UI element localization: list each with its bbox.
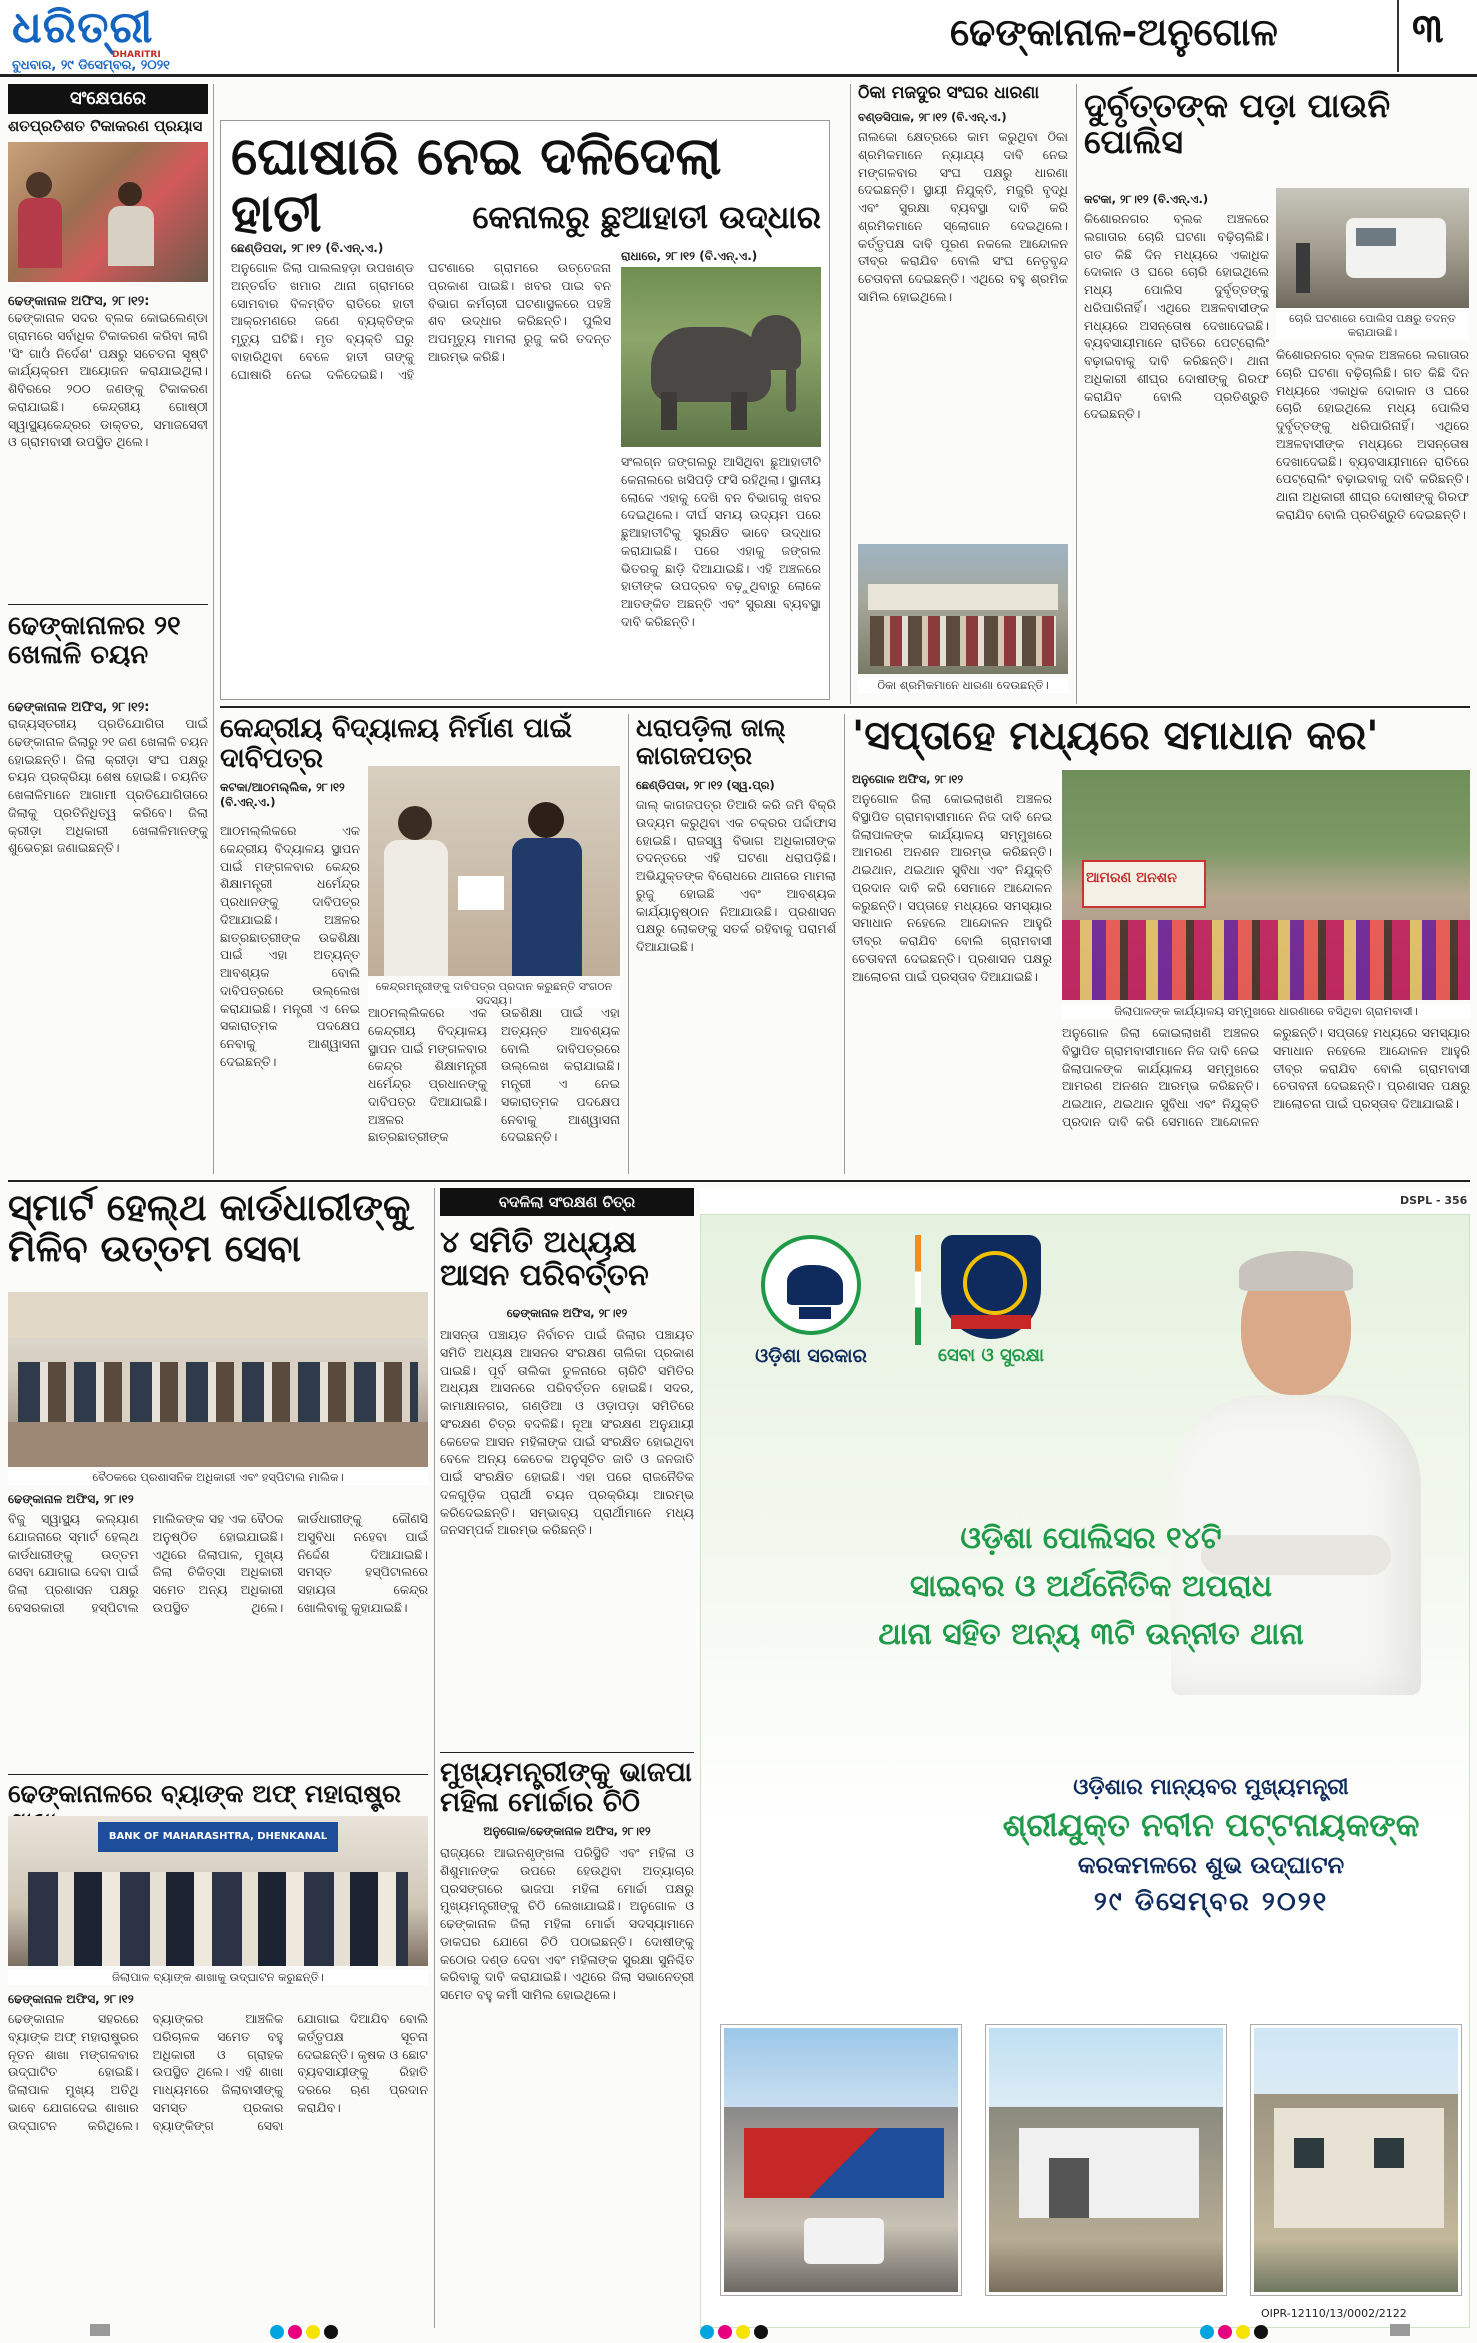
row-rule xyxy=(8,1774,428,1775)
cyan-mark-icon xyxy=(700,2325,714,2339)
elephant-story xyxy=(220,120,830,700)
masthead xyxy=(0,0,1477,78)
police-caption: ଚୋରି ଘଟଣାରେ ପୋଲିସ ପକ୍ଷରୁ ତଦନ୍ତ କରାଯାଉଛି। xyxy=(1276,312,1469,340)
majdur-dateline: ବଣ୍ଡସିପାଳ, ୨୮।୧୨ (ବି.ଏନ୍.ଏ.) xyxy=(858,110,1007,124)
brief1-dateline: ଢେଙ୍କାନାଳ ଅଫିସ, ୨୮।୧୨: xyxy=(8,294,150,309)
brief2-dateline: ଢେଙ୍କାନାଳ ଅଫିସ, ୨୮।୧୨: xyxy=(8,700,150,715)
police-photo xyxy=(1276,188,1469,308)
footer xyxy=(0,2328,1477,2339)
ad-panel xyxy=(700,1214,1470,2328)
brief-column xyxy=(8,84,208,1174)
bank-dateline: ଢେଙ୍କାନାଳ ଅଫିସ, ୨୮।୧୨ xyxy=(8,1992,134,2006)
elephant-photo xyxy=(621,267,821,447)
bjp-dateline: ଅନୁଗୋଳ/ଢେଙ୍କାନାଳ ଅଫିସ, ୨୮।୧୨ xyxy=(483,1824,651,1838)
ad-headline-line2: ସାଇବର ଓ ଅର୍ଥନୈତିକ ଅପରାଧ xyxy=(909,1569,1273,1604)
magenta-mark-icon xyxy=(288,2325,302,2339)
bjp-story xyxy=(440,1758,694,2328)
brief-divider xyxy=(8,604,208,605)
ad-code: DSPL - 356 xyxy=(1400,1194,1468,1207)
black-mark-icon xyxy=(1254,2325,1268,2339)
jal-dateline: ଛେଣ୍ଡିପଦା, ୨୮।୧୨ (ସ୍ୱ.ପ୍ର) xyxy=(636,778,775,792)
kv-dateline: କଟକା/ଆଠମଲ୍ଲିକ, ୨୮।୧୨ (ବି.ଏନ୍.ଏ.) xyxy=(220,780,345,809)
color-registration-marks xyxy=(1200,2324,1272,2343)
brief2-article xyxy=(8,696,208,1175)
black-mark-icon xyxy=(754,2325,768,2339)
police-headline: ଦୁର୍ବୃତ୍ତଙ୍କ ପଡ଼ା ପାଉନି ପୋଲିସ xyxy=(1084,86,1391,162)
police-station-photo-1 xyxy=(721,2025,961,2295)
section-divider xyxy=(1397,0,1399,72)
saptah-dateline: ଅନୁଗୋଳ ଅଫିସ, ୨୮।୧୨ xyxy=(852,772,964,786)
bank-headline: ଢେଙ୍କାନାଳରେ ବ୍ୟାଙ୍କ ଅଫ୍ ମହାରାଷ୍ଟ୍ର xyxy=(8,1779,401,1808)
smart-body: ବିଜୁ ସ୍ୱାସ୍ଥ୍ୟ କଲ୍ୟାଣ ଯୋଜନାରେ ସ୍ମାର୍ଟ ହେଲ୍ଥ କାର୍ଡଧାରୀଙ୍କୁ ଉତ୍ତମ ସେବା ଯୋଗାଇ ଦେବା ପାଇଁ ଜିଲା ପ୍ରଶାସନ ପକ୍ଷରୁ ବେସରକାରୀ ହସ୍ପିଟାଲ ମାଲିକଙ୍କ ସହ ଏକ ବୈଠକ ଅନୁଷ୍ଠିତ ହୋଇଯାଇଛି। ଏଥିରେ ଜିଲାପାଳ, ମୁଖ୍ୟ ଜିଲା ଚିକିତ୍ସା ଅଧିକାରୀ ସମେତ ଅନ୍ୟ ଅଧିକାରୀ ଉପସ୍ଥିତ ଥିଲେ। କାର୍ଡଧାରୀଙ୍କୁ କୌଣସି ଅସୁବିଧା ନହେବା ପାଇଁ ନିର୍ଦ୍ଦେଶ ଦିଆଯାଇଛି। ସମସ୍ତ ହସ୍ପିଟାଲରେ ସହାୟତା କେନ୍ଦ୍ର ଖୋଲିବାକୁ କୁହାଯାଇଛି। xyxy=(8,1511,428,1615)
elephant-body2: ସଂଲଗ୍ନ ଜଙ୍ଗଲରୁ ଆସିଥିବା ଛୁଆହାତୀଟି କେନାଲରେ ଖସିପଡ଼ି ଫସି ରହିଥିଲା। ସ୍ଥାନୀୟ ଲୋକେ ଏହାକୁ ଦେଖି ବନ ବିଭାଗକୁ ଖବର ଦେଇଥିଲେ। ଦୀର୍ଘ ସମୟ ଉଦ୍ୟମ ପରେ ଛୁଆହାତୀଟିକୁ ସୁରକ୍ଷିତ ଭାବେ ଉଦ୍ଧାର କରାଯାଇଛି। ପରେ ଏହାକୁ ଜଙ୍ଗଲ ଭିତରକୁ ଛାଡ଼ି ଦିଆଯାଇଛି। ଏହି ଅଞ୍ଚଳରେ ହାତୀଙ୍କ ଉପଦ୍ରବ ବଢ଼ୁଥିବାରୁ ଲୋକେ ଆତଙ୍କିତ ଅଛନ୍ତି ଏବଂ ସୁରକ୍ଷା ବ୍ୟବସ୍ଥା ଦାବି କରିଛନ୍ତି। xyxy=(621,454,821,629)
brief2-headline: ଢେଙ୍କାନାଳର ୨୧ ଖେଳାଳି ଚୟନ xyxy=(8,611,181,670)
brief1-body: ଢେଙ୍କାନାଳ ସଦର ବ୍ଲକ କୋଇଲେଣ୍ଡା ଗ୍ରାମରେ ସର୍ବାଧିକ ଟିକାକରଣ କରିବା ଲାଗି 'ସିଂ ଗାଓଁ ନିର୍ଦେଶ' ପକ୍ଷରୁ ସଚେତନା ସୃଷ୍ଟି କାର୍ଯ୍ୟକ୍ରମ ଆୟୋଜନ କରାଯାଇଥିଲା। ଶିବିରରେ ୨୦୦ ଜଣଙ୍କୁ ଟିକାକରଣ କରାଯାଇଛି। କେନ୍ଦ୍ରୀୟ ଗୋଷ୍ଠୀ ସ୍ୱାସ୍ଥ୍ୟକେନ୍ଦ୍ରର ଡାକ୍ତର, ସମାଜସେବୀ ଓ ଗ୍ରାମବାସୀ ଉପସ୍ଥିତ ଥିଲେ। xyxy=(8,310,208,450)
brief1-headline: ଶତପ୍ରତିଶତ ଟିକାକରଣ ପ୍ରୟାସ xyxy=(8,117,203,135)
police-dateline: କଟକା, ୨୮।୧୨ (ବି.ଏନ୍.ଏ.) xyxy=(1084,192,1209,206)
color-registration-marks xyxy=(270,2324,342,2343)
ad-inauguration-block xyxy=(961,1775,1461,1918)
ad-headline xyxy=(721,1515,1461,1659)
registration-block xyxy=(1390,2324,1410,2336)
cyan-mark-icon xyxy=(1200,2325,1214,2339)
ad-headline-line1: ଓଡ଼ିଶା ପୋଲିସର ୧୪ଟି xyxy=(960,1521,1222,1556)
elephant-dateline1: ଛେଣ୍ଡିପଦା, ୨୮।୧୨ (ବି.ଏନ୍.ଏ.) xyxy=(231,241,384,255)
section-title: ଢେଙ୍କାନାଳ-ଅନୁଗୋଳ xyxy=(950,10,1278,54)
ad-headline-line3: ଥାନା ସହିତ ଅନ୍ୟ ୩ଟି ଉନ୍ନୀତ ଥାନା xyxy=(878,1617,1304,1652)
ad-gov-label: ଓଡ଼ିଶା ସରକାର xyxy=(755,1345,867,1367)
column-rule xyxy=(213,84,214,1174)
smart-health-story xyxy=(8,1188,428,1768)
samiti-headline: ୪ ସମିତି ଅଧ୍ୟକ୍ଷ ଆସନ ପରିବର୍ତ୍ତନ xyxy=(440,1225,649,1293)
yellow-mark-icon xyxy=(1236,2325,1250,2339)
police-station-photo-2 xyxy=(986,2025,1226,2295)
magenta-mark-icon xyxy=(1218,2325,1232,2339)
jal-story xyxy=(636,714,836,1174)
saptah-banner: ଆମରଣ ଅନଶନ xyxy=(1086,870,1177,886)
kv-body: ଆଠମଲ୍ଲିକରେ ଏକ କେନ୍ଦ୍ରୀୟ ବିଦ୍ୟାଳୟ ସ୍ଥାପନ ପାଇଁ ମଙ୍ଗଳବାର କେନ୍ଦ୍ର ଶିକ୍ଷାମନ୍ତ୍ରୀ ଧର୍ମେନ୍ଦ୍ର ପ୍ରଧାନଙ୍କୁ ଦାବିପତ୍ର ଦିଆଯାଇଛି। ଅଞ୍ଚଳର ଛାତ୍ରଛାତ୍ରୀଙ୍କ ଉଚ୍ଚଶିକ୍ଷା ପାଇଁ ଏହା ଅତ୍ୟନ୍ତ ଆବଶ୍ୟକ ବୋଲି ଦାବିପତ୍ରରେ ଉଲ୍ଲେଖ କରାଯାଇଛି। ମନ୍ତ୍ରୀ ଏ ନେଇ ସକାରାତ୍ମକ ପଦକ୍ଷେପ ନେବାକୁ ଆଶ୍ୱାସନା ଦେଇଛନ୍ତି। xyxy=(220,823,360,1069)
saptah-photo xyxy=(1062,770,1470,1000)
yellow-mark-icon xyxy=(736,2325,750,2339)
bjp-headline: ମୁଖ୍ୟମନ୍ତ୍ରୀଙ୍କୁ ଭାଜପା ମହିଳା ମୋର୍ଚ୍ଚାର ଚିଠି xyxy=(440,1757,692,1818)
yellow-mark-icon xyxy=(306,2325,320,2339)
smart-photo xyxy=(8,1292,428,1467)
ad-oipr-code: OIPR-12110/13/0002/2122 xyxy=(1261,2307,1407,2320)
registration-block xyxy=(90,2324,110,2336)
row-rule xyxy=(220,706,1470,708)
smart-headline: ସ୍ମାର୍ଟ ହେଲ୍ଥ କାର୍ଡଧାରୀଙ୍କୁ ମିଳିବ ଉତ୍ତମ ସେବା xyxy=(8,1186,411,1270)
black-mark-icon xyxy=(324,2325,338,2339)
ad-date: ୨୯ ଡିସେମ୍ବର ୨୦୨୧ xyxy=(1093,1887,1329,1917)
saptah-body-cont: ଅନୁଗୋଳ ଜିଲା କୋଇଲାଖଣି ଅଞ୍ଚଳର ବିସ୍ଥାପିତ ଗ୍ରାମବାସୀମାନେ ନିଜ ଦାବି ନେଇ ଜିଲାପାଳଙ୍କ କାର୍ଯ୍ୟାଳୟ ସମ୍ମୁଖରେ ଆମରଣ ଅନଶନ ଆରମ୍ଭ କରିଛନ୍ତି। ଥଇଥାନ, ଥଇଥାନ ସୁବିଧା ଏବଂ ନିଯୁକ୍ତି ପ୍ରଦାନ ଦାବି କରି ସେମାନେ ଆନ୍ଦୋଳନ କରୁଛନ୍ତି। ସପ୍ତାହେ ମଧ୍ୟରେ ସମସ୍ୟାର ସମାଧାନ ନହେଲେ ଆନ୍ଦୋଳନ ଆହୁରି ତୀବ୍ର କରାଯିବ ବୋଲି ଗ୍ରାମବାସୀ ଚେତାବନୀ ଦେଇଛନ୍ତି। ପ୍ରଶାସନ ପକ୍ଷରୁ ଆଲୋଚନା ପାଇଁ ପ୍ରସ୍ତାବ ଦିଆଯାଇଛି। xyxy=(1062,1025,1470,1129)
jal-body: ଜାଲ୍ କାଗଜପତ୍ର ତିଆରି କରି ଜମି ବିକ୍ରି ଉଦ୍ୟମ କରୁଥିବା ଏକ ଚକ୍ରର ପର୍ଦ୍ଦାଫାସ ହୋଇଛି। ରାଜସ୍ୱ ବିଭାଗ ଅଧିକାରୀଙ୍କ ତଦନ୍ତରେ ଏହି ଘଟଣା ଧରାପଡ଼ିଛି। ଅଭିଯୁକ୍ତଙ୍କ ବିରୋଧରେ ଥାନାରେ ମାମଲା ରୁଜୁ ହୋଇଛି ଏବଂ ଆବଶ୍ୟକ କାର୍ଯ୍ୟାନୁଷ୍ଠାନ ନିଆଯାଉଛି। ପ୍ରଶାସନ ପକ୍ଷରୁ ଲୋକଙ୍କୁ ସତର୍କ ରହିବାକୁ ପରାମର୍ଶ ଦିଆଯାଇଛି। xyxy=(636,797,836,954)
majdur-caption: ଠିକା ଶ୍ରମିକମାନେ ଧାରଣା ଦେଉଛନ୍ତି। xyxy=(858,678,1068,693)
brief-label: ସଂକ୍ଷେପରେ xyxy=(8,84,208,114)
samiti-dateline: ଢେଙ୍କାନାଳ ଅଫିସ, ୨୮।୧୨ xyxy=(506,1306,628,1320)
bank-story xyxy=(8,1780,428,2325)
column-rule xyxy=(628,714,629,1174)
row-rule xyxy=(440,1752,694,1753)
cyan-mark-icon xyxy=(270,2325,284,2339)
majdur-photo xyxy=(858,544,1068,674)
elephant-dateline2: ରାଧାରେ, ୨୮।୧୨ (ବି.ଏନ୍.ଏ.) xyxy=(621,249,758,263)
saptah-body: ଅନୁଗୋଳ ଜିଲା କୋଇଲାଖଣି ଅଞ୍ଚଳର ବିସ୍ଥାପିତ ଗ୍ରାମବାସୀମାନେ ନିଜ ଦାବି ନେଇ ଜିଲାପାଳଙ୍କ କାର୍ଯ୍ୟାଳୟ ସମ୍ମୁଖରେ ଆମରଣ ଅନଶନ ଆରମ୍ଭ କରିଛନ୍ତି। ଥଇଥାନ, ଥଇଥାନ ସୁବିଧା ଏବଂ ନିଯୁକ୍ତି ପ୍ରଦାନ ଦାବି କରି ସେମାନେ ଆନ୍ଦୋଳନ କରୁଛନ୍ତି। ସପ୍ତାହେ ମଧ୍ୟରେ ସମସ୍ୟାର ସମାଧାନ ନହେଲେ ଆନ୍ଦୋଳନ ଆହୁରି ତୀବ୍ର କରାଯିବ ବୋଲି ଗ୍ରାମବାସୀ ଚେତାବନୀ ଦେଇଛନ୍ତି। ପ୍ରଶାସନ ପକ୍ଷରୁ ଆଲୋଚନା ପାଇଁ ପ୍ରସ୍ତାବ ଦିଆଯାଇଛି। xyxy=(852,791,1052,984)
brief1-article xyxy=(8,290,208,609)
samiti-body: ଆସନ୍ତା ପଞ୍ଚାୟତ ନିର୍ବାଚନ ପାଇଁ ଜିଲାର ପଞ୍ଚାୟତ ସମିତି ଅଧ୍ୟକ୍ଷ ଆସନର ସଂରକ୍ଷଣ ତାଲିକା ପ୍ରକାଶ ପାଇଛି। ପୂର୍ବ ତାଲିକା ତୁଳନାରେ ଚାରିଟି ସମିତିର ଅଧ୍ୟକ୍ଷ ଆସନରେ ପରିବର୍ତ୍ତନ ହୋଇଛି। ସଦର, କାମାକ୍ଷାନଗର, ଗଣ୍ଡିଆ ଓ ଓଡ଼ାପଡ଼ା ସମିତିରେ ସଂରକ୍ଷଣ ଚିତ୍ର ବଦଳିଛି। ନୂଆ ସଂରକ୍ଷଣ ଅନୁଯାୟୀ କେତେକ ଆସନ ମହିଳାଙ୍କ ପାଇଁ ସଂରକ୍ଷିତ ହୋଇଥିବା ବେଳେ ଅନ୍ୟ କେତେକ ଅନୁସୂଚିତ ଜାତି ଓ ଜନଜାତି ପାଇଁ ସଂରକ୍ଷିତ ହୋଇଛି। ଏହା ପରେ ରାଜନୈତିକ ଦଳଗୁଡ଼ିକ ପ୍ରାର୍ଥୀ ଚୟନ ପ୍ରକ୍ରିୟା ଆରମ୍ଭ କରିଦେଇଛନ୍ତି। ସମ୍ଭାବ୍ୟ ପ୍ରାର୍ଥୀମାନେ ମଧ୍ୟ ଜନସମ୍ପର୍କ ଆରମ୍ଭ କରିଛନ୍ତି। xyxy=(440,1327,694,1538)
police-station-photo-3 xyxy=(1251,2025,1461,2295)
jal-headline: ଧରାପଡ଼ିଲା ଜାଲ୍ କାଗଜପତ୍ର xyxy=(636,713,786,770)
majdur-headline: ଠିକା ମଜଦୁର ସଂଘର ଧାରଣା xyxy=(858,83,1040,103)
elephant-subhead: କେନାଲରୁ ଛୁଆହାତୀ ଉଦ୍ଧାର xyxy=(472,198,821,236)
kv-caption: କେନ୍ଦ୍ରମନ୍ତ୍ରୀଙ୍କୁ ଦାବିପତ୍ର ପ୍ରଦାନ କରୁଛନ୍ତି ସଂଗଠନ ସଦସ୍ୟ। xyxy=(368,980,620,1008)
kv-photo xyxy=(368,766,620,976)
column-rule xyxy=(844,714,845,1174)
magenta-mark-icon xyxy=(718,2325,732,2339)
ad-police-motto: ସେବା ଓ ସୁରକ୍ଷା xyxy=(937,1345,1045,1366)
police-badge-icon xyxy=(941,1235,1041,1339)
ad-by-line3: କରକମଳରେ ଶୁଭ ଉଦ୍‌ଘାଟନ xyxy=(1077,1851,1345,1879)
saptah-story xyxy=(852,714,1470,1174)
newspaper-logo-latin: DHARITRI xyxy=(112,50,161,60)
majdur-story xyxy=(858,84,1068,704)
police-body-cont: କିଶୋରନଗର ବ୍ଲକ ଅଞ୍ଚଳରେ ଲଗାତାର ଚୋରି ଘଟଣା ବଢ଼ିଚାଲିଛି। ଗତ କିଛି ଦିନ ମଧ୍ୟରେ ଏକାଧିକ ଦୋକାନ ଓ ଘରେ ଚୋରି ହୋଇଥିଲେ ମଧ୍ୟ ପୋଲିସ ଦୁର୍ବୃତ୍ତଙ୍କୁ ଧରିପାରିନାହିଁ। ଏଥିରେ ଅଞ୍ଚଳବାସୀଙ୍କ ମଧ୍ୟରେ ଅସନ୍ତୋଷ ଦେଖାଦେଇଛି। ବ୍ୟବସାୟୀମାନେ ରାତିରେ ପେଟ୍ରୋଲିଂ ବଢ଼ାଇବାକୁ ଦାବି କରିଛନ୍ତି। ଥାନା ଅଧିକାରୀ ଶୀଘ୍ର ଦୋଷୀଙ୍କୁ ଗିରଫ କରାଯିବ ବୋଲି ପ୍ରତିଶ୍ରୁତି ଦେଇଛନ୍ତି। xyxy=(1276,347,1469,522)
smart-dateline: ଢେଙ୍କାନାଳ ଅଫିସ, ୨୮।୧୨ xyxy=(8,1492,134,1506)
brief1-photo xyxy=(8,142,208,282)
column-rule xyxy=(1076,84,1077,704)
column-rule xyxy=(850,84,851,704)
ad-by-line2: ଶ୍ରୀଯୁକ୍ତ ନବୀନ ପଟ୍ଟନାୟକଙ୍କ xyxy=(1002,1806,1420,1844)
odisha-emblem-icon xyxy=(761,1235,861,1335)
masthead-rule xyxy=(0,74,1477,77)
bank-photo-board: BANK OF MAHARASHTRA, DHENKANAL xyxy=(98,1822,338,1852)
newspaper-logo: ଧରିତ୍ରୀ xyxy=(12,2,154,53)
samiti-story xyxy=(440,1188,694,1748)
bank-photo xyxy=(8,1816,428,1966)
govt-advertisement xyxy=(700,1188,1470,2328)
saptah-caption: ଜିଲାପାଳଙ୍କ କାର୍ଯ୍ୟାଳୟ ସମ୍ମୁଖରେ ଧାରଣାରେ ବସିଥିବା ଗ୍ରାମବାସୀ। xyxy=(1062,1004,1470,1019)
elephant-headline: ଘୋଷାରି ନେଇ ଦଳିଦେଲା ହାତୀ xyxy=(231,127,722,245)
police-story xyxy=(1084,84,1469,704)
kv-story xyxy=(220,714,620,1174)
elephant-body1: ଅନୁଗୋଳ ଜିଲା ପାଲଲହଡ଼ା ଉପଖଣ୍ଡ ଅନ୍ତର୍ଗତ ଖମାର ଥାନା ଗ୍ରାମରେ ସୋମବାର ବିଳମ୍ବିତ ରାତିରେ ହାତୀ ଆକ୍ରମଣରେ ଜଣେ ବ୍ୟକ୍ତିଙ୍କ ମୃତ୍ୟୁ ଘଟିଛି। ମୃତ ବ୍ୟକ୍ତି ଘରୁ ବାହାରିଥିବା ବେଳେ ହାତୀ ତାଙ୍କୁ ଘୋଷାରି ନେଇ ଦଳିଦେଇଛି। ଏହି ଘଟଣାରେ ଗ୍ରାମରେ ଉତ୍ତେଜନା ପ୍ରକାଶ ପାଇଛି। ଖବର ପାଇ ବନ ବିଭାଗ କର୍ମଚାରୀ ଘଟଣାସ୍ଥଳରେ ପହଞ୍ଚି ଶବ ଉଦ୍ଧାର କରିଛନ୍ତି। ପୁଲିସ ଅପମୃତ୍ୟୁ ମାମଲା ରୁଜୁ କରି ତଦନ୍ତ ଆରମ୍ଭ କରିଛି। xyxy=(231,260,611,382)
police-body: କିଶୋରନଗର ବ୍ଲକ ଅଞ୍ଚଳରେ ଲଗାତାର ଚୋରି ଘଟଣା ବଢ଼ିଚାଲିଛି। ଗତ କିଛି ଦିନ ମଧ୍ୟରେ ଏକାଧିକ ଦୋକାନ ଓ ଘରେ ଚୋରି ହୋଇଥିଲେ ମଧ୍ୟ ପୋଲିସ ଦୁର୍ବୃତ୍ତଙ୍କୁ ଧରିପାରିନାହିଁ। ଏଥିରେ ଅଞ୍ଚଳବାସୀଙ୍କ ମଧ୍ୟରେ ଅସନ୍ତୋଷ ଦେଖାଦେଇଛି। ବ୍ୟବସାୟୀମାନେ ରାତିରେ ପେଟ୍ରୋଲିଂ ବଢ଼ାଇବାକୁ ଦାବି କରିଛନ୍ତି। ଥାନା ଅଧିକାରୀ ଶୀଘ୍ର ଦୋଷୀଙ୍କୁ ଗିରଫ କରାଯିବ ବୋଲି ପ୍ରତିଶ୍ରୁତି ଦେଇଛନ୍ତି। xyxy=(1084,211,1269,422)
ad-by-line1: ଓଡ଼ିଶାର ମାନ୍ୟବର ମୁଖ୍ୟମନ୍ତ୍ରୀ xyxy=(1073,1775,1349,1800)
color-registration-marks xyxy=(700,2324,772,2343)
bank-caption: ଜିଲାପାଳ ବ୍ୟାଙ୍କ ଶାଖାକୁ ଉଦ୍‌ଘାଟନ କରୁଛନ୍ତି। xyxy=(8,1970,428,1985)
bank-body: ଢେଙ୍କାନାଳ ସହରରେ ବ୍ୟାଙ୍କ ଅଫ୍ ମହାରାଷ୍ଟ୍ରର ନୂତନ ଶାଖା ମଙ୍ଗଳବାର ଉଦ୍‌ଘାଟିତ ହୋଇଛି। ଜିଲାପାଳ ମୁଖ୍ୟ ଅତିଥି ଭାବେ ଯୋଗଦେଇ ଶାଖାର ଉଦ୍‌ଘାଟନ କରିଥିଲେ। ବ୍ୟାଙ୍କର ଆଞ୍ଚଳିକ ପରିଚାଳକ ସମେତ ବହୁ ଅଧିକାରୀ ଓ ଗ୍ରାହକ ଉପସ୍ଥିତ ଥିଲେ। ଏହି ଶାଖା ମାଧ୍ୟମରେ ଜିଲାବାସୀଙ୍କୁ ସମସ୍ତ ପ୍ରକାର ବ୍ୟାଙ୍କିଙ୍ଗ ସେବା ଯୋଗାଇ ଦିଆଯିବ ବୋଲି କର୍ତ୍ତୃପକ୍ଷ ସୂଚନା ଦେଇଛନ୍ତି। କୃଷକ ଓ ଛୋଟ ବ୍ୟବସାୟୀଙ୍କୁ ରିହାତି ଦରରେ ଋଣ ପ୍ରଦାନ କରାଯିବ। xyxy=(8,2011,428,2133)
ad-tricolor-bar xyxy=(915,1235,921,1345)
smart-caption: ବୈଠକରେ ପ୍ରଶାସନିକ ଅଧିକାରୀ ଏବଂ ହସ୍ପିଟାଲ ମାଲିକ। xyxy=(8,1470,428,1485)
kv-body-cont: ଆଠମଲ୍ଲିକରେ ଏକ କେନ୍ଦ୍ରୀୟ ବିଦ୍ୟାଳୟ ସ୍ଥାପନ ପାଇଁ ମଙ୍ଗଳବାର କେନ୍ଦ୍ର ଶିକ୍ଷାମନ୍ତ୍ରୀ ଧର୍ମେନ୍ଦ୍ର ପ୍ରଧାନଙ୍କୁ ଦାବିପତ୍ର ଦିଆଯାଇଛି। ଅଞ୍ଚଳର ଛାତ୍ରଛାତ୍ରୀଙ୍କ ଉଚ୍ଚଶିକ୍ଷା ପାଇଁ ଏହା ଅତ୍ୟନ୍ତ ଆବଶ୍ୟକ ବୋଲି ଦାବିପତ୍ରରେ ଉଲ୍ଲେଖ କରାଯାଇଛି। ମନ୍ତ୍ରୀ ଏ ନେଇ ସକାରାତ୍ମକ ପଦକ୍ଷେପ ନେବାକୁ ଆଶ୍ୱାସନା ଦେଇଛନ୍ତି। xyxy=(368,1005,620,1145)
brief2-body: ରାଜ୍ୟସ୍ତରୀୟ ପ୍ରତିଯୋଗିତା ପାଇଁ ଢେଙ୍କାନାଳ ଜିଲାରୁ ୨୧ ଜଣ ଖେଳାଳି ଚୟନ ହୋଇଛନ୍ତି। ଜିଲା କ୍ରୀଡ଼ା ସଂଘ ପକ୍ଷରୁ ଚୟନ ପ୍ରକ୍ରିୟା ଶେଷ ହୋଇଛି। ଚୟନିତ ଖେଳାଳିମାନେ ଆଗାମୀ ପ୍ରତିଯୋଗିତାରେ ଜିଲାକୁ ପ୍ରତିନିଧିତ୍ୱ କରିବେ। ଜିଲା କ୍ରୀଡ଼ା ଅଧିକାରୀ ଖେଳାଳିମାନଙ୍କୁ ଶୁଭେଚ୍ଛା ଜଣାଇଛନ୍ତି। xyxy=(8,716,208,856)
kv-headline: କେନ୍ଦ୍ରୀୟ ବିଦ୍ୟାଳୟ ନିର୍ମାଣ ପାଇଁ ଦାବିପତ୍ର xyxy=(220,713,573,774)
majdur-body: ନାଲକୋ କ୍ଷେତ୍ରରେ କାମ କରୁଥିବା ଠିକା ଶ୍ରମିକମାନେ ନ୍ୟାଯ୍ୟ ଦାବି ନେଇ ମଙ୍ଗଳବାର ସଂଘ ପକ୍ଷରୁ ଧାରଣା ଦେଇଛନ୍ତି। ସ୍ଥାୟୀ ନିଯୁକ୍ତି, ମଜୁରି ବୃଦ୍ଧି ଏବଂ ସୁରକ୍ଷା ବ୍ୟବସ୍ଥା ଦାବି କରି ଶ୍ରମିକମାନେ ସ୍ଲୋଗାନ ଦେଇଥିଲେ। କର୍ତ୍ତୃପକ୍ଷ ଦାବି ପୂରଣ ନକଲେ ଆନ୍ଦୋଳନ ତୀବ୍ର କରାଯିବ ବୋଲି ସଂଘ ନେତୃବୃନ୍ଦ ଚେତାବନୀ ଦେଇଛନ୍ତି। ଏଥିରେ ବହୁ ଶ୍ରମିକ ସାମିଲ ହୋଇଥିଲେ। xyxy=(858,129,1068,304)
bjp-body: ରାଜ୍ୟରେ ଆଇନଶୃଙ୍ଖଳା ପରିସ୍ଥିତି ଏବଂ ମହିଳା ଓ ଶିଶୁମାନଙ୍କ ଉପରେ ହେଉଥିବା ଅତ୍ୟାଚାର ପ୍ରସଙ୍ଗରେ ଭାଜପା ମହିଳା ମୋର୍ଚ୍ଚା ପକ୍ଷରୁ ମୁଖ୍ୟମନ୍ତ୍ରୀଙ୍କୁ ଚିଠି ଲେଖାଯାଇଛି। ଅନୁଗୋଳ ଓ ଢେଙ୍କାନାଳ ଜିଲା ମହିଳା ମୋର୍ଚ୍ଚା ସଦସ୍ୟାମାନେ ଡାକଘର ଯୋଗେ ଚିଠି ପଠାଇଛନ୍ତି। ଦୋଷୀଙ୍କୁ କଠୋର ଦଣ୍ଡ ଦେବା ଏବଂ ମହିଳାଙ୍କ ସୁରକ୍ଷା ସୁନିଶ୍ଚିତ କରିବାକୁ ଦାବି କରାଯାଇଛି। ଏଥିରେ ଜିଲା ସଭାନେତ୍ରୀ ସମେତ ବହୁ କର୍ମୀ ସାମିଲ ହୋଇଥିଲେ। xyxy=(440,1845,694,2002)
saptah-headline: 'ସପ୍ତାହେ ମଧ୍ୟରେ ସମାଧାନ କର' xyxy=(852,713,1379,759)
issue-date: ବୁଧବାର, ୨୯ ଡିସେମ୍ବର, ୨୦୨୧ xyxy=(12,58,170,73)
samiti-kicker: ବଦଳିଲା ସଂରକ୍ଷଣ ଚିତ୍ର xyxy=(440,1188,694,1216)
column-rule xyxy=(434,1188,435,2328)
page-number: ୩ xyxy=(1412,6,1444,52)
row-rule xyxy=(8,1180,1470,1182)
